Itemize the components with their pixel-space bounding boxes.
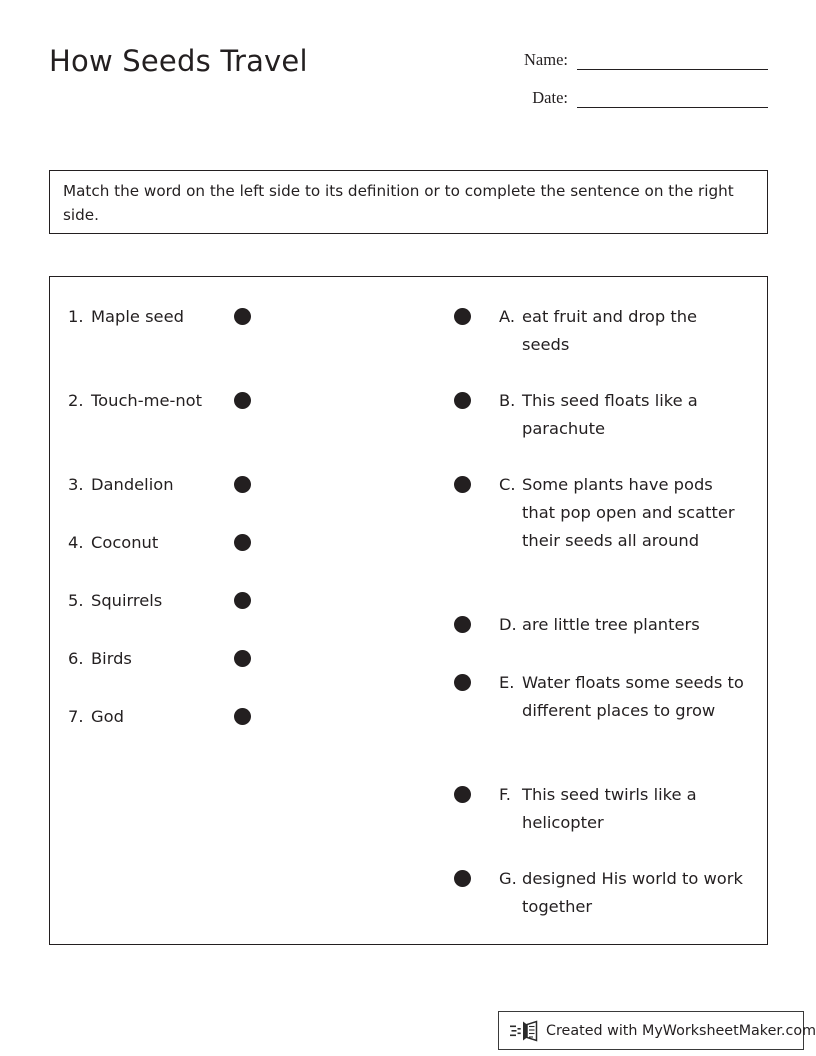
left-item-text — [68, 303, 225, 331]
footer-attribution-badge[interactable] — [498, 1011, 816, 1050]
right-item-label: Some plants have pods that pop open and scatter their seeds all around — [522, 475, 735, 550]
left-item-text — [68, 703, 225, 731]
right-connector-dot[interactable] — [454, 616, 471, 633]
name-input-line[interactable] — [577, 69, 768, 70]
left-item-marker: 5. — [68, 591, 84, 610]
right-item-label: This seed twirls like a helicopter — [522, 785, 697, 832]
right-connector-dot[interactable] — [454, 674, 471, 691]
right-item-text — [499, 303, 749, 359]
left-item-text — [68, 529, 225, 557]
left-item-label: God — [91, 707, 124, 726]
left-connector-dot[interactable] — [234, 476, 251, 493]
matching-exercise-box — [49, 276, 768, 945]
right-item-marker: C. — [499, 475, 516, 494]
right-item-marker: F. — [499, 785, 511, 804]
right-connector-dot[interactable] — [454, 308, 471, 325]
right-item-text — [499, 865, 749, 921]
left-connector-dot[interactable] — [234, 308, 251, 325]
right-match-item[interactable] — [454, 387, 764, 443]
instruction-text: Match the word on the left side to its definition or to complete the sentence on the right side. — [63, 182, 734, 224]
date-field-row — [532, 90, 768, 108]
right-match-item[interactable] — [454, 865, 764, 921]
date-label: Date: — [532, 88, 568, 107]
right-item-text — [499, 669, 749, 725]
left-item-label: Maple seed — [91, 307, 184, 326]
left-match-item[interactable] — [68, 387, 333, 415]
instruction-box — [49, 170, 768, 234]
right-item-marker: G. — [499, 869, 517, 888]
right-connector-dot[interactable] — [454, 786, 471, 803]
right-match-item[interactable] — [454, 611, 764, 639]
right-item-marker: A. — [499, 307, 516, 326]
right-connector-dot[interactable] — [454, 392, 471, 409]
left-item-text — [68, 387, 225, 415]
left-match-item[interactable] — [68, 587, 333, 615]
left-item-marker: 4. — [68, 533, 84, 552]
left-connector-dot[interactable] — [234, 392, 251, 409]
footer-attribution-text: Created with MyWorksheetMaker.com — [546, 1022, 816, 1039]
right-item-text — [499, 781, 749, 837]
left-item-text — [68, 471, 225, 499]
left-match-item[interactable] — [68, 703, 333, 731]
left-match-item[interactable] — [68, 471, 333, 499]
left-item-marker: 2. — [68, 391, 84, 410]
right-item-text — [499, 611, 749, 639]
worksheet-maker-logo-icon — [510, 1019, 540, 1043]
right-item-label: designed His world to work together — [522, 869, 743, 916]
left-item-marker: 3. — [68, 475, 84, 494]
left-item-label: Coconut — [91, 533, 159, 552]
right-match-item[interactable] — [454, 781, 764, 837]
left-connector-dot[interactable] — [234, 592, 251, 609]
left-connector-dot[interactable] — [234, 708, 251, 725]
right-match-item[interactable] — [454, 669, 764, 725]
right-item-text — [499, 387, 749, 443]
left-item-label: Dandelion — [91, 475, 174, 494]
left-match-item[interactable] — [68, 303, 333, 331]
page-title: How Seeds Travel — [49, 44, 308, 78]
right-item-label: eat fruit and drop the seeds — [522, 307, 698, 354]
left-item-marker: 7. — [68, 707, 84, 726]
right-item-marker: B. — [499, 391, 516, 410]
left-connector-dot[interactable] — [234, 534, 251, 551]
left-item-marker: 1. — [68, 307, 84, 326]
left-connector-dot[interactable] — [234, 650, 251, 667]
left-item-label: Squirrels — [91, 591, 163, 610]
left-item-text — [68, 587, 225, 615]
right-item-marker: E. — [499, 673, 515, 692]
left-match-item[interactable] — [68, 645, 333, 673]
left-item-text — [68, 645, 225, 673]
name-field-row — [524, 52, 768, 70]
name-label: Name: — [524, 50, 568, 69]
left-match-item[interactable] — [68, 529, 333, 557]
right-connector-dot[interactable] — [454, 476, 471, 493]
right-item-label: Water floats some seeds to different places to grow — [522, 673, 744, 720]
right-item-label: This seed floats like a parachute — [522, 391, 698, 438]
right-item-text — [499, 471, 749, 555]
right-item-label: are little tree planters — [522, 615, 700, 634]
worksheet-header — [49, 44, 768, 134]
left-item-label: Touch-me-not — [91, 391, 203, 410]
right-match-item[interactable] — [454, 471, 764, 555]
left-item-marker: 6. — [68, 649, 84, 668]
left-item-label: Birds — [91, 649, 132, 668]
date-input-line[interactable] — [577, 107, 768, 108]
right-item-marker: D. — [499, 615, 517, 634]
right-match-item[interactable] — [454, 303, 764, 359]
right-connector-dot[interactable] — [454, 870, 471, 887]
